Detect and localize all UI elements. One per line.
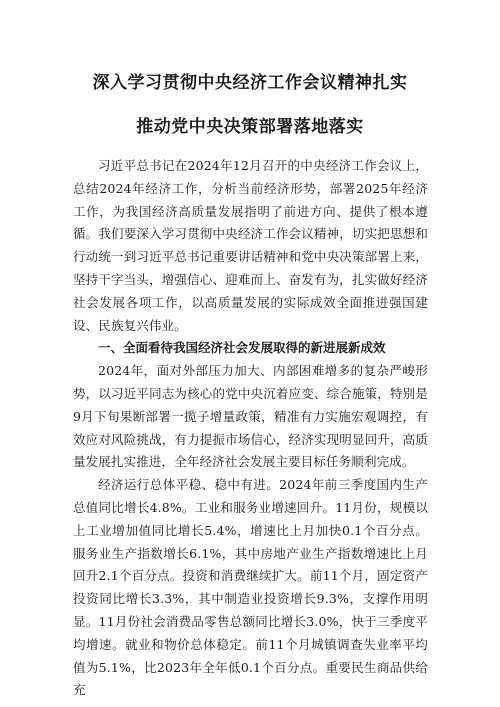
document-title-line-2: 推动党中央决策部署落地落实 xyxy=(136,117,364,137)
section-paragraph-1: 2024年，面对外部压力加大、内部困难增多的复杂严峻形势，以习近平同志为核心的党中央沉着应变、综合施策，特别是9月下旬果断部署一揽子增量政策，精准有力实施宏观调控，有效应对风险挑战，有力提振市场信心，经济实现明显回升，高质量发展扎实推进，全年经济社会发展主要目标任务顺利完成。 xyxy=(73,363,428,470)
intro-paragraph: 习近平总书记在2024年12月召开的中央经济工作会议上，总结2024年经济工作，分析当前经济形势，部署2025年经济工作，为我国经济高质量发展指明了前进方向、提供了根本遵循。我们要深入学习贯彻中央经济工作会议精神，切实把思想和行动统一到习近平总书记重要讲话精神和党中央决策部署上来，坚持干字当头，增强信心、迎难而上、奋发有为，扎实做好经济社会发展各项工作，以高质量发展的实际成效全面推进强国建设、民族复兴伟业。 xyxy=(73,158,428,333)
section-paragraph-2: 经济运行总体平稳、稳中有进。2024年前三季度国内生产总值同比增长4.8%。工业和服务业增速回升。11月份，规模以上工业增加值同比增长5.4%，增速比上月加快0.1个百分点。服务业生产指数增长6.1%，其中房地产业生产指数增速比上月回升2.1个百分点。投资和消费继续扩大。前11个月，固定资产投资同比增长3.3%，其中制造业投资增长9.3%，支撑作用明显。11月份社会消费品零售总额同比增长3.0%，快于三季度平均增速。就业和物价总体稳定。前11个月城镇调查失业率平均值为5.1%，比2023年全年低0.1个百分点。重要民生商品供给充 xyxy=(73,477,428,698)
section-heading: 一、全面看待我国经济社会发展取得的新进展新成效 xyxy=(98,340,386,356)
document-title-line-1: 深入学习贯彻中央经济工作会议精神扎实 xyxy=(92,73,408,93)
document-body xyxy=(0,155,500,702)
